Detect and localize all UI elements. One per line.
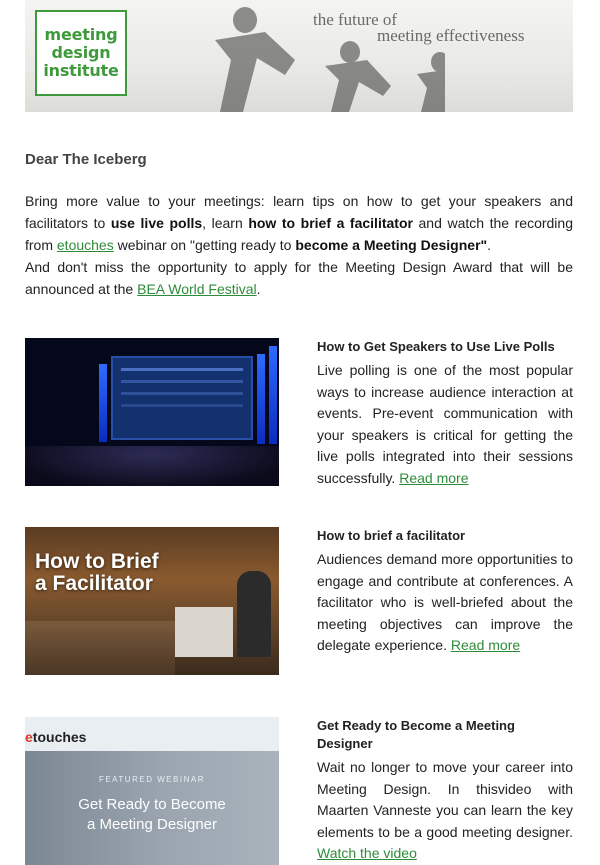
tagline-line-2: meeting effectiveness	[377, 26, 525, 45]
logo-line-1: meeting	[44, 25, 118, 44]
live-polls-thumbnail[interactable]	[25, 338, 279, 486]
article-body	[317, 549, 573, 657]
article-body	[317, 360, 573, 489]
article-body-text: Live polling is one of the most popular ways to increase audience interaction at events. Pre-event communication with your speakers is critical for getting the live polls integrated into their sessions successfully.	[317, 362, 573, 486]
article-body-text: Wait no longer to move your career into Meeting Design. In thisvideo with Maarten Vanneste you can learn the key elements to be a good meeting designer.	[317, 759, 573, 840]
stage-floor	[25, 446, 279, 486]
thumbnail-title	[25, 795, 279, 835]
intro-text: and watch the recording from	[25, 215, 573, 253]
watch-video-link[interactable]: Watch the video	[317, 845, 417, 861]
stage-screen	[111, 356, 253, 440]
speaker-figure	[237, 571, 271, 657]
intro-bold-live-polls: use live polls	[110, 215, 203, 231]
bea-world-festival-link[interactable]: BEA World Festival	[137, 281, 257, 297]
intro-text: , learn	[202, 215, 249, 231]
logo-line-3: institute	[43, 61, 119, 80]
article-body	[317, 757, 573, 865]
header-banner	[25, 0, 573, 112]
etouches-logo-text: touches	[32, 729, 87, 745]
featured-webinar-label: FEATURED WEBINAR	[98, 775, 206, 784]
article-title: How to brief a facilitator	[317, 528, 466, 543]
runners-illustration	[145, 0, 445, 112]
article-text	[317, 338, 573, 489]
thumbnail-title	[35, 551, 159, 595]
thumbnail-title-line-2: a Facilitator	[35, 572, 153, 595]
webinar-thumbnail[interactable]	[25, 717, 279, 865]
intro-text: And don't miss the opportunity to apply for the Meeting Design Award that will be announced at the	[25, 259, 573, 297]
logo-line-2: design	[51, 43, 111, 62]
etouches-logo	[25, 729, 86, 745]
facilitator-thumbnail[interactable]	[25, 527, 279, 675]
thumbnail-title-line-2: a Meeting Designer	[86, 816, 218, 833]
intro-text: .	[487, 237, 492, 253]
greeting: Dear The Iceberg	[25, 151, 147, 168]
article-body-text: Audiences demand more opportunities to engage and contribute at conferences. A facilitator who is well-briefed about the meeting objectives can improve the delegate experience.	[317, 551, 573, 653]
intro-text: Bring more value to your meetings: learn tips on how to get your speakers and facilitators to	[25, 193, 573, 231]
podium	[175, 607, 233, 657]
read-more-link[interactable]: Read more	[450, 637, 521, 653]
intro-bold-brief: how to brief a facilitator	[248, 215, 413, 231]
article-title: How to Get Speakers to Use Live Polls	[317, 339, 555, 354]
intro-text: webinar on "getting ready to	[113, 237, 296, 253]
article-text	[317, 717, 573, 865]
intro-text: .	[256, 281, 261, 297]
read-more-link[interactable]: Read more	[399, 469, 469, 486]
article-title: Get Ready to Become a Meeting Designer	[317, 718, 515, 751]
mdi-logo[interactable]	[35, 10, 127, 96]
audience	[25, 621, 175, 675]
intro-bold-designer: become a Meeting Designer"	[295, 237, 488, 253]
etouches-link[interactable]: etouches	[56, 237, 114, 253]
thumbnail-title-line-1: Get Ready to Become	[78, 796, 226, 813]
etouches-logo-e: e	[25, 729, 33, 745]
thumbnail-title-line-1: How to Brief	[35, 550, 159, 573]
intro-paragraph	[25, 190, 573, 300]
article-text	[317, 527, 573, 657]
tagline-line-1: the future of	[313, 10, 398, 29]
